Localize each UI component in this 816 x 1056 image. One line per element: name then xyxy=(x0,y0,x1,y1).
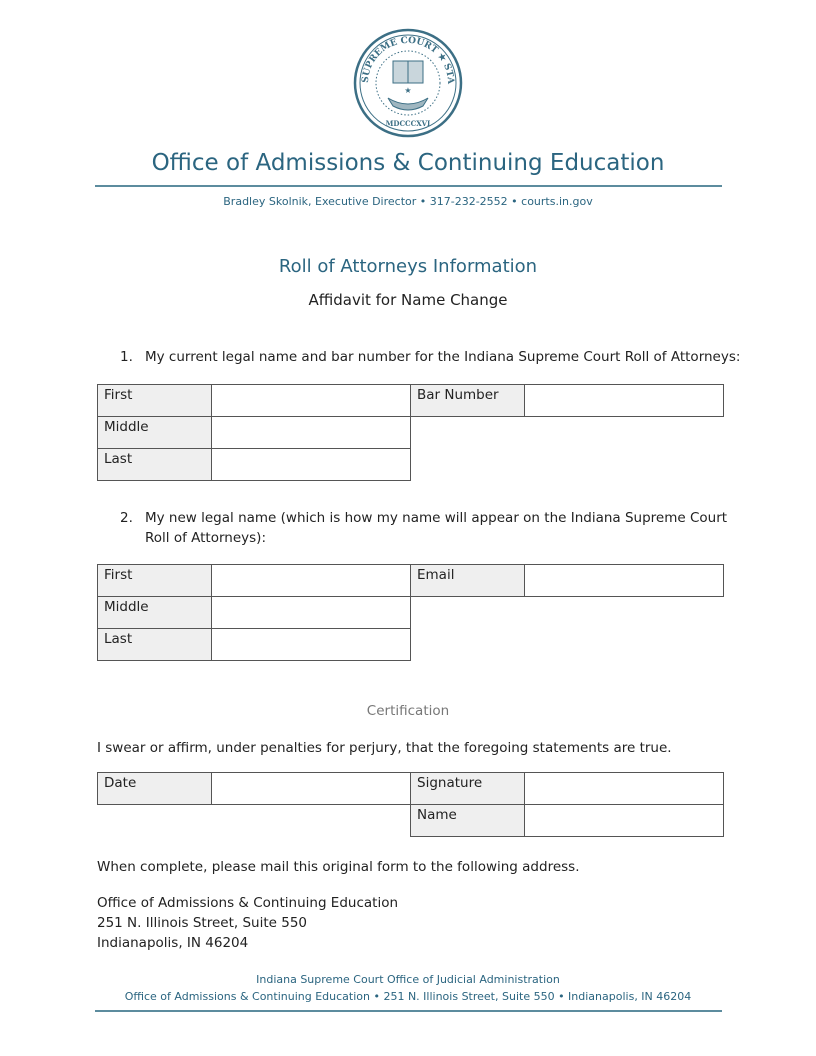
middle-label: Middle xyxy=(98,417,212,449)
question-1-number: 1. xyxy=(120,349,133,365)
bar-number-input[interactable] xyxy=(525,385,724,417)
header-rule xyxy=(95,185,722,187)
signature-input[interactable] xyxy=(525,773,724,805)
address-line: 251 N. Illinois Street, Suite 550 xyxy=(97,915,308,931)
name-label: Name xyxy=(411,805,525,837)
date-input[interactable] xyxy=(212,773,411,805)
address-line: Office of Admissions & Continuing Education xyxy=(97,895,399,911)
form-subtitle: Affidavit for Name Change xyxy=(308,291,508,309)
office-subtitle: Bradley Skolnik, Executive Director • 317-232-2552 • courts.in.gov xyxy=(223,195,593,208)
mailing-address xyxy=(97,893,398,953)
svg-text:SUPREME COURT ★ STATE OF INDIA: SUPREME COURT ★ STA xyxy=(360,35,456,84)
signature-label: Signature xyxy=(411,773,525,805)
certification-statement: I swear or affirm, under penalties for perjury, that the foregoing statements are true. xyxy=(97,740,672,756)
current-middle-name-input[interactable] xyxy=(212,417,411,449)
footer-line-1: Indiana Supreme Court Office of Judicial Administration xyxy=(256,973,560,986)
question-2-number: 2. xyxy=(120,510,133,526)
date-label: Date xyxy=(98,773,212,805)
form-title: Roll of Attorneys Information xyxy=(278,256,538,277)
footer-line-2: Office of Admissions & Continuing Education • 251 N. Illinois Street, Suite 550 • Indianapolis, IN 46204 xyxy=(124,990,692,1003)
current-last-name-input[interactable] xyxy=(212,449,411,481)
bar-number-label: Bar Number xyxy=(411,385,525,417)
svg-text:★: ★ xyxy=(404,86,412,95)
email-input[interactable] xyxy=(525,565,724,597)
first-label: First xyxy=(98,565,212,597)
svg-text:MDCCCXVI: MDCCCXVI xyxy=(385,119,431,128)
new-name-table xyxy=(97,564,724,661)
certification-heading: Certification xyxy=(366,703,450,719)
footer-rule xyxy=(95,1010,722,1012)
new-middle-name-input[interactable] xyxy=(212,597,411,629)
first-label: First xyxy=(98,385,212,417)
email-label: Email xyxy=(411,565,525,597)
certification-table xyxy=(97,772,724,837)
current-name-table xyxy=(97,384,724,481)
indiana-supreme-court-seal xyxy=(353,28,463,138)
address-line: Indianapolis, IN 46204 xyxy=(97,935,249,951)
office-title: Office of Admissions & Continuing Education xyxy=(151,150,665,176)
current-first-name-input[interactable] xyxy=(212,385,411,417)
new-first-name-input[interactable] xyxy=(212,565,411,597)
question-2-text-line1: My new legal name (which is how my name will appear on the Indiana Supreme Court xyxy=(145,510,728,526)
last-label: Last xyxy=(98,629,212,661)
mail-instruction: When complete, please mail this original form to the following address. xyxy=(97,859,580,875)
new-last-name-input[interactable] xyxy=(212,629,411,661)
name-input[interactable] xyxy=(525,805,724,837)
last-label: Last xyxy=(98,449,212,481)
middle-label: Middle xyxy=(98,597,212,629)
question-2-text-line2: Roll of Attorneys): xyxy=(145,530,266,546)
question-1-text: My current legal name and bar number for the Indiana Supreme Court Roll of Attorneys: xyxy=(145,349,741,365)
